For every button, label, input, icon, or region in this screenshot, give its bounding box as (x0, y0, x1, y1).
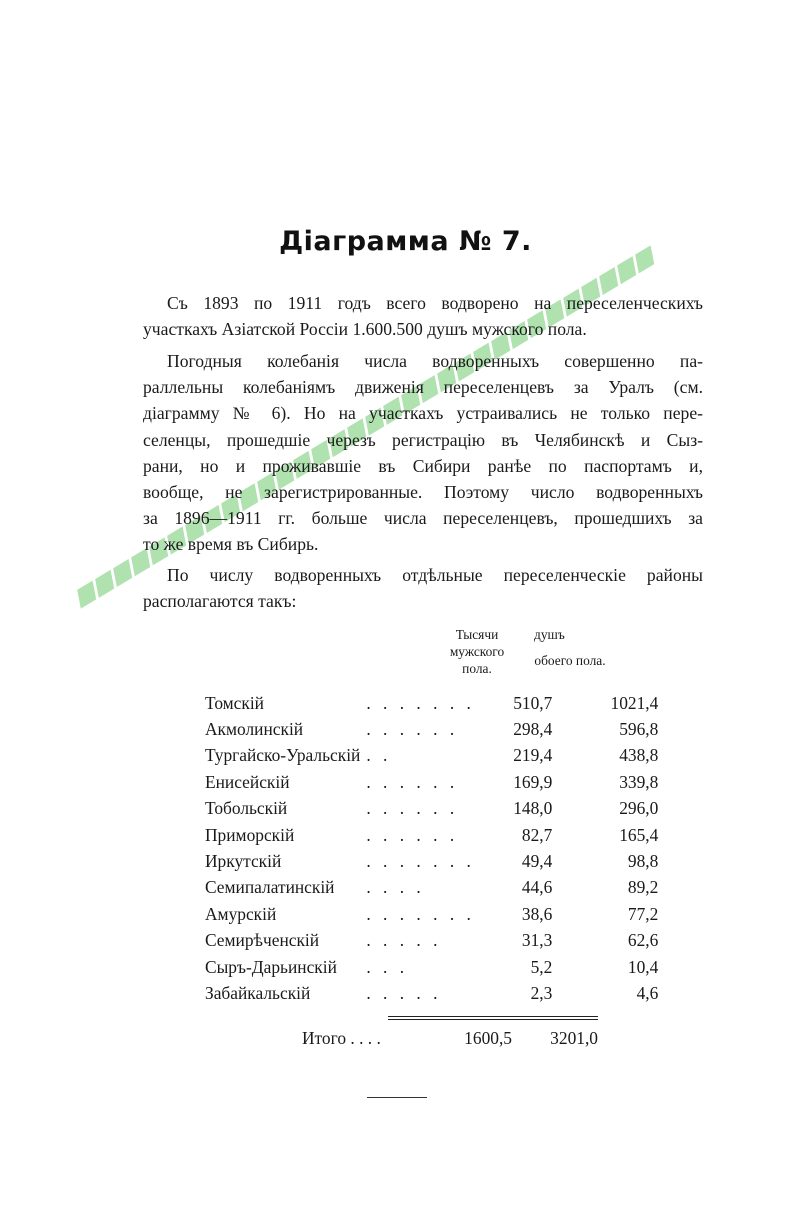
total-male-value: 1600,5 (464, 1028, 512, 1048)
leader-dots: . . . . . . . (366, 903, 475, 924)
total-both-value: 3201,0 (550, 1028, 598, 1048)
leader-dots: . . . . . (366, 982, 442, 1003)
header-thousands-line: Тысячи (455, 627, 499, 642)
both-sexes-value: 339,8 (619, 771, 659, 792)
explanation-line: рани, но и проживавшіе въ Сибири ранѣе по паспортамъ и, (143, 455, 703, 476)
region-name: Амурскій (205, 903, 277, 924)
region-name: Приморскій (205, 824, 295, 845)
leader-dots: . . . . . . (366, 719, 459, 740)
header-thousands-line: пола. (462, 661, 492, 676)
both-sexes-value: 10,4 (627, 956, 659, 977)
table-intro-line: По числу водворенныхъ отдѣльные переселенческіе районы (167, 565, 703, 585)
explanation-line: діаграмму № 6). Но на участкахъ устраивались не только пере- (143, 403, 703, 424)
table-row (205, 690, 658, 716)
both-sexes-value: 89,2 (627, 877, 659, 898)
region-name: Тургайско-Уральскій (205, 745, 361, 766)
explanation-line: раллельны колебаніямъ движенія переселенцевъ за Уралъ (см. (143, 377, 703, 398)
male-thousands-value: 44,6 (521, 877, 553, 898)
intro-paragraph (143, 290, 703, 342)
both-sexes-value: 165,4 (619, 824, 659, 845)
region-name: Иркутскій (205, 851, 282, 872)
table-row (205, 901, 658, 927)
both-sexes-value: 4,6 (636, 982, 659, 1003)
male-thousands-value: 31,3 (521, 930, 553, 951)
table-row (205, 769, 658, 795)
male-thousands-value: 49,4 (521, 851, 553, 872)
both-sexes-value: 98,8 (627, 851, 659, 872)
region-name: Забайкальскій (205, 982, 311, 1003)
explanation-line: вообще, не зарегистрированные. Поэтому число водворенныхъ (143, 482, 703, 503)
table-row (205, 848, 658, 874)
male-thousands-value: 38,6 (521, 903, 553, 924)
region-name: Енисейскій (205, 771, 290, 792)
intro-line: участкахъ Азіатской Россіи 1.600.500 душъ мужского пола. (143, 319, 587, 340)
male-thousands-value: 148,0 (513, 798, 553, 819)
male-thousands-value: 510,7 (513, 692, 553, 713)
regions-table (205, 690, 658, 1007)
watermark-block (113, 559, 132, 587)
header-souls-line: обоего пола. (534, 653, 606, 668)
explanation-line: то же время въ Сибирь. (143, 534, 319, 555)
region-name: Семирѣченскій (205, 930, 320, 951)
column-header-thousands-male (436, 626, 518, 677)
table-intro-line: располагаются такъ: (143, 591, 297, 612)
region-name: Томскій (205, 692, 264, 713)
leader-dots: . . . . . . (366, 771, 459, 792)
leader-dots: . . . . . . . (366, 692, 475, 713)
table-row (205, 875, 658, 901)
table-row (205, 822, 658, 848)
both-sexes-value: 596,8 (619, 719, 659, 740)
both-sexes-value: 438,8 (619, 745, 659, 766)
total-label: Итого . . . . (302, 1028, 381, 1048)
total-double-rule (388, 1016, 598, 1020)
intro-line: Съ 1893 по 1911 годъ всего водворено на переселенческихъ (167, 293, 703, 313)
both-sexes-value: 77,2 (627, 903, 659, 924)
explanation-line: Погодныя колебанія числа водворенныхъ совершенно па- (167, 351, 703, 371)
male-thousands-value: 82,7 (521, 824, 553, 845)
table-intro-paragraph (143, 562, 703, 614)
header-souls-line: душъ (534, 627, 565, 642)
leader-dots: . . (366, 745, 392, 766)
table-row (205, 716, 658, 742)
both-sexes-value: 62,6 (627, 930, 659, 951)
leader-dots: . . . . (366, 877, 425, 898)
end-rule (367, 1097, 427, 1098)
table-row (205, 796, 658, 822)
male-thousands-value: 5,2 (530, 956, 553, 977)
watermark-block (617, 256, 636, 284)
column-header-souls-both (520, 626, 620, 669)
region-name: Семипалатинскій (205, 877, 335, 898)
male-thousands-value: 169,9 (513, 771, 553, 792)
region-name: Тобольскій (205, 798, 288, 819)
both-sexes-value: 1021,4 (610, 692, 659, 713)
leader-dots: . . . . . . (366, 798, 459, 819)
table-row (205, 928, 658, 954)
leader-dots: . . . . . (366, 930, 442, 951)
male-thousands-value: 219,4 (513, 745, 553, 766)
header-thousands-line: мужского (449, 644, 505, 659)
male-thousands-value: 2,3 (530, 982, 553, 1003)
table-row (205, 980, 658, 1006)
explanation-paragraph (143, 348, 703, 558)
male-thousands-value: 298,4 (513, 719, 553, 740)
table-row (205, 743, 658, 769)
watermark-block (77, 581, 96, 609)
leader-dots: . . . . . . . (366, 851, 475, 872)
leader-dots: . . . (366, 956, 409, 977)
region-name: Сыръ-Дарьинскій (205, 956, 337, 977)
region-name: Акмолинскій (205, 719, 304, 740)
watermark-block (95, 570, 114, 598)
explanation-line: за 1896—1911 гг. больше числа переселенцевъ, прошедшихъ за (143, 508, 703, 529)
explanation-line: селенцы, прошедшіе черезъ регистрацію въ Челябинскѣ и Сыз- (143, 429, 703, 450)
both-sexes-value: 296,0 (619, 798, 659, 819)
page-title: Діаграмма № 7. (279, 226, 532, 257)
table-row (205, 954, 658, 980)
leader-dots: . . . . . . (366, 824, 459, 845)
